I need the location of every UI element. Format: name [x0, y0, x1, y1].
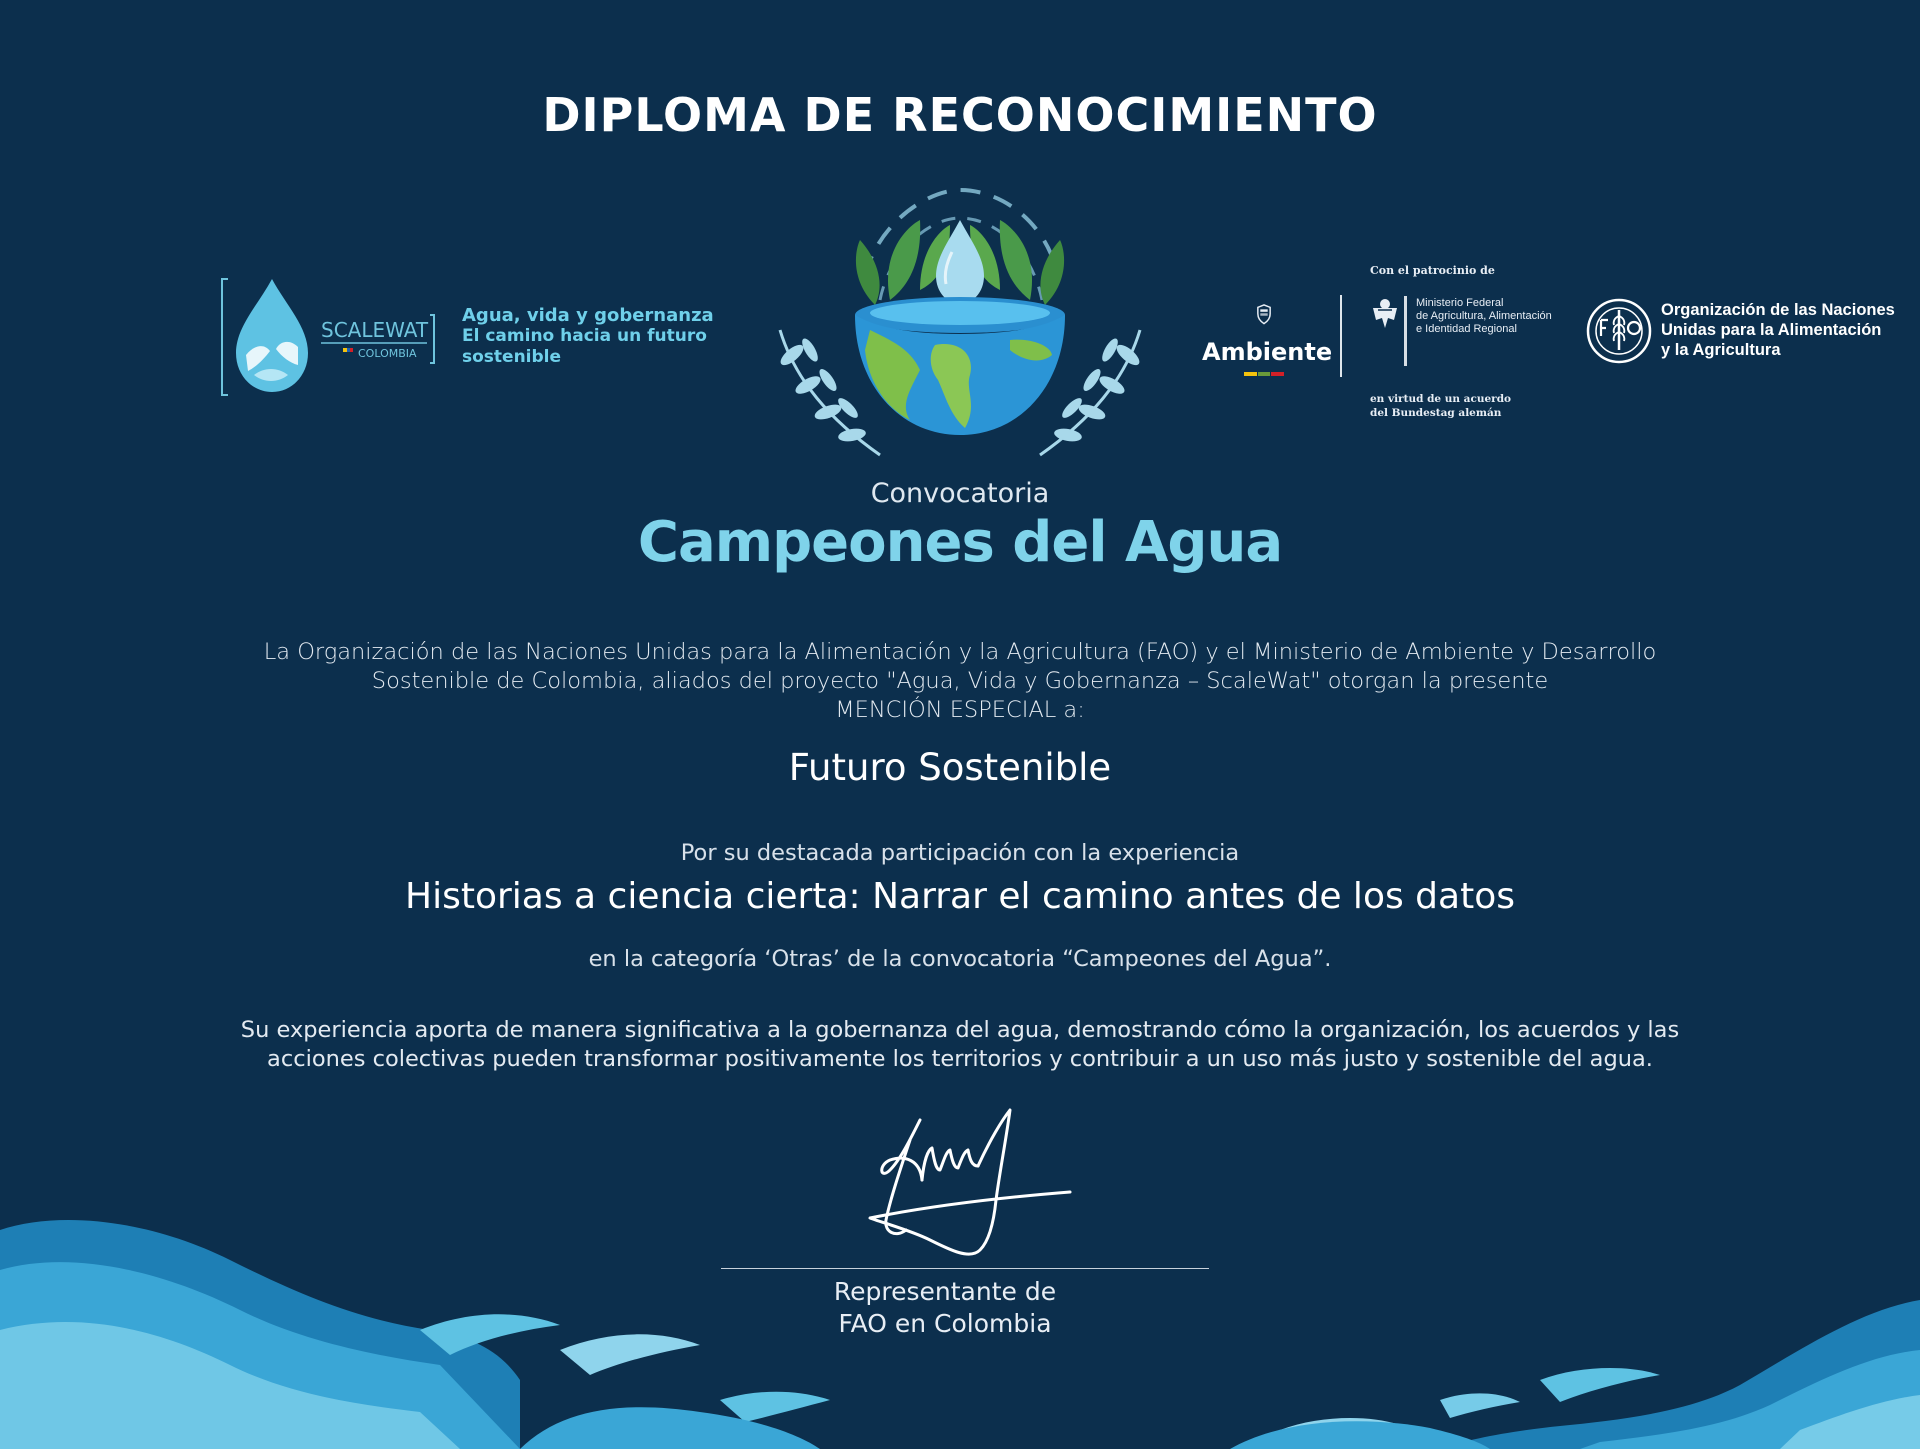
agreement-line: del Bundestag alemán: [1370, 407, 1502, 419]
ministry-line: Ministerio Federal: [1416, 297, 1504, 309]
participation-label: Por su destacada participación con la experiencia: [680, 840, 1240, 866]
fao-logo-icon: [1586, 298, 1652, 364]
fao-line: Organización de las Naciones: [1661, 301, 1895, 319]
closing-line: Su experiencia aporta de manera significativa a la gobernanza del agua, demostrando cómo la organización, los acuerdos y las: [240, 1017, 1680, 1043]
category-line: en la categoría ‘Otras’ de la convocatoria “Campeones del Agua”.: [588, 946, 1332, 972]
fao-line: Unidas para la Alimentación: [1661, 321, 1882, 339]
intro-text: [180, 638, 1740, 725]
patrocinio-label: Con el patrocinio de: [1370, 264, 1495, 277]
signature-line: [721, 1268, 1209, 1269]
intro-line: Sostenible de Colombia, aliados del proyecto "Agua, Vida y Gobernanza – ScaleWat" otorgan la presente: [371, 668, 1549, 694]
colombia-coat-of-arms-icon: [1248, 296, 1280, 334]
agreement-text: [1370, 392, 1511, 420]
signature-image: [850, 1100, 1080, 1275]
tagline-line: Agua, vida y gobernanza: [462, 305, 714, 326]
logo-divider: [1340, 295, 1342, 377]
water-globe-emblem: [760, 180, 1160, 470]
colombia-flag-stripe: [1244, 372, 1284, 376]
ambiente-label: Ambiente: [1202, 338, 1333, 366]
scalewat-tagline: [462, 305, 722, 368]
bmel-bar: [1404, 296, 1407, 366]
scalewat-country: COLOMBIA: [358, 347, 417, 360]
scalewat-brand: SCALEWAT: [321, 318, 429, 342]
diploma-title: DIPLOMA DE RECONOCIMIENTO: [542, 88, 1378, 142]
ministry-line: e Identidad Regional: [1416, 323, 1517, 335]
recipient-name: Futuro Sostenible: [788, 746, 1112, 789]
tagline-line: El camino hacia un futuro: [462, 326, 707, 346]
scalewat-logo: [220, 275, 440, 400]
intro-line: La Organización de las Naciones Unidas para la Alimentación y la Agricultura (FAO) y el Ministerio de Ambiente y Desarrollo: [263, 639, 1657, 665]
german-eagle-icon: [1370, 296, 1400, 332]
experience-title: Historias a ciencia cierta: Narrar el camino antes de los datos: [405, 876, 1515, 917]
signatory-title: [0, 1276, 1890, 1340]
fao-line: y la Agricultura: [1661, 341, 1781, 359]
ministry-line: de Agricultura, Alimentación: [1416, 310, 1552, 322]
signatory-line: FAO en Colombia: [838, 1309, 1052, 1338]
convocatoria-label: Convocatoria: [870, 478, 1050, 509]
agreement-line: en virtud de un acuerdo: [1370, 393, 1512, 405]
german-ministry-text: [1416, 297, 1552, 336]
signatory-line: Representante de: [833, 1277, 1057, 1306]
convocatoria-name: Campeones del Agua: [637, 510, 1283, 575]
tagline-line: sostenible: [462, 347, 562, 367]
fao-name: [1661, 300, 1895, 360]
closing-text: [150, 1016, 1770, 1074]
intro-line: MENCIÓN ESPECIAL a:: [835, 697, 1085, 723]
closing-line: acciones colectivas pueden transformar positivamente los territorios y contribuir a un uso más justo y sostenible del agua.: [267, 1046, 1653, 1072]
